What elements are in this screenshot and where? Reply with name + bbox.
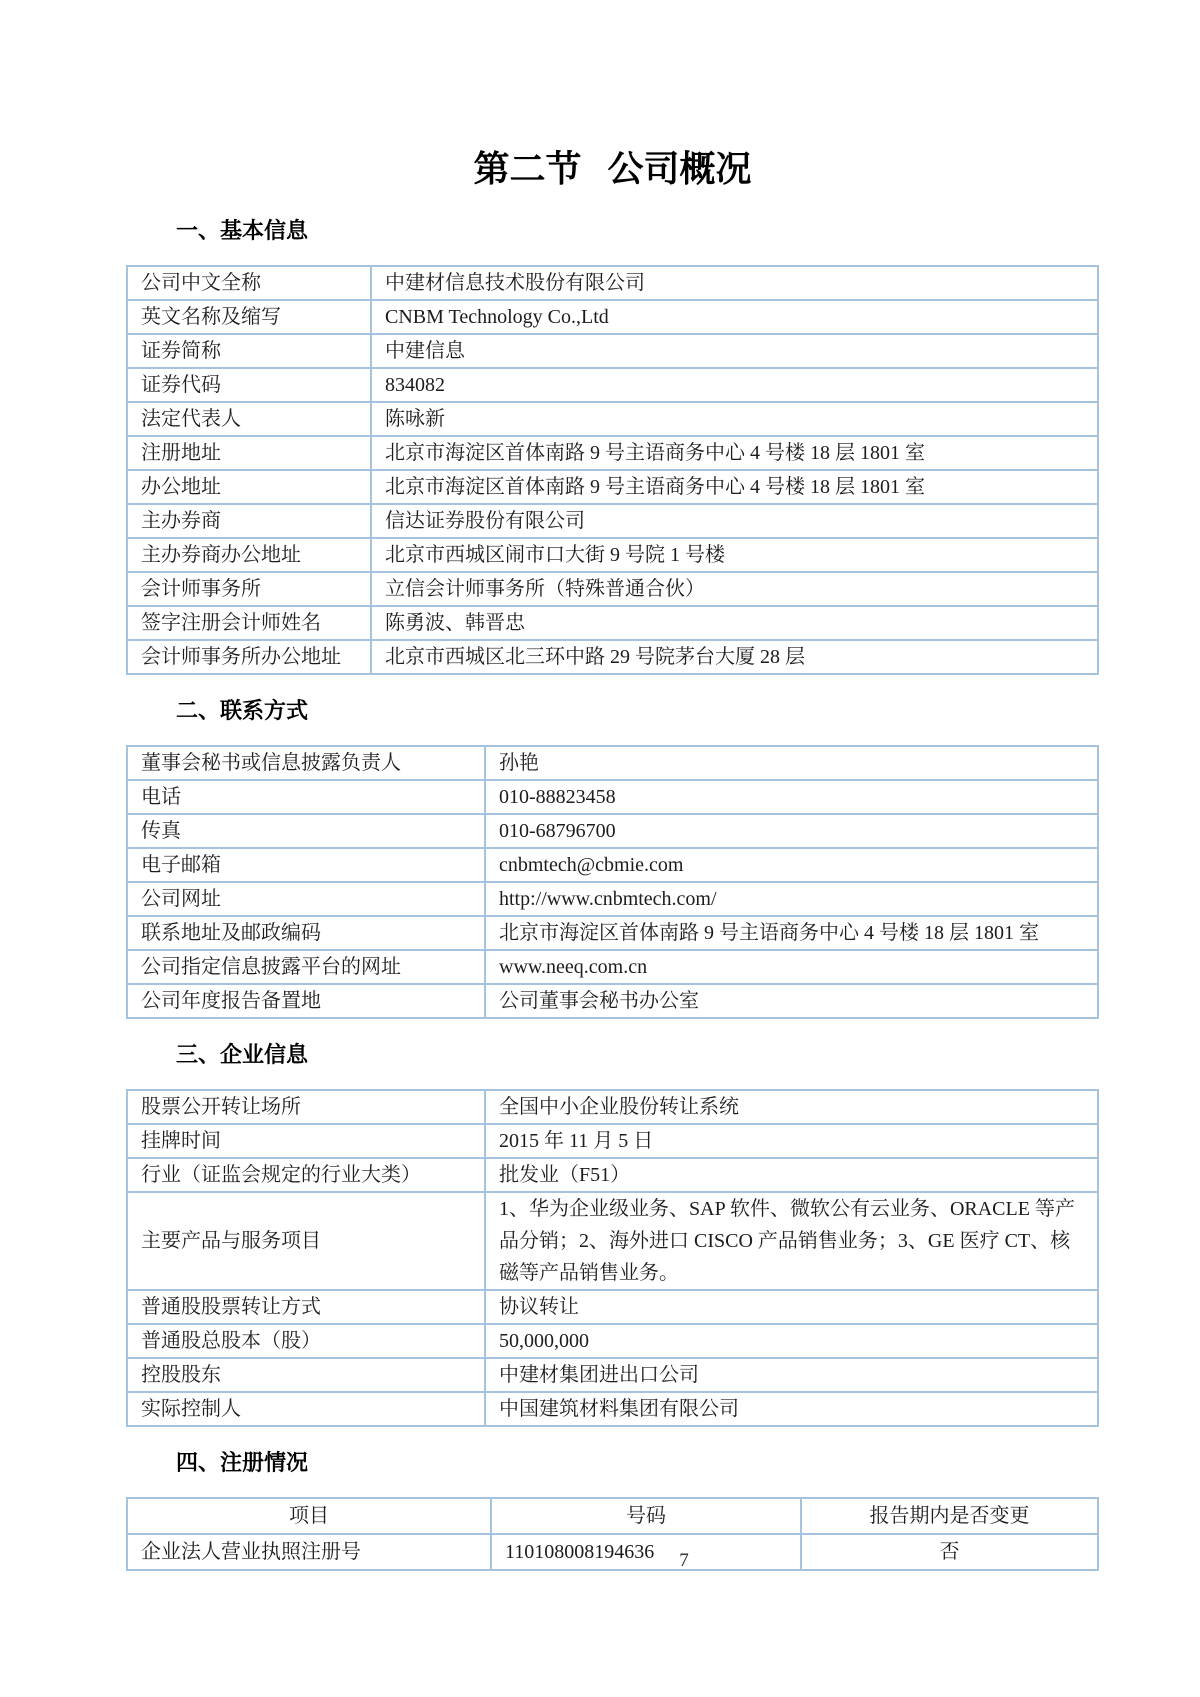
row-label-cell: 传真 (127, 814, 485, 848)
row-label-cell: 实际控制人 (127, 1392, 485, 1426)
table-row (127, 814, 1098, 848)
row-label-cell: 联系地址及邮政编码 (127, 916, 485, 950)
table-row (127, 1534, 1098, 1570)
table-row (127, 368, 1098, 402)
contact-info-table (126, 745, 1099, 1019)
row-number-cell: 110108008194636 (491, 1534, 801, 1570)
row-value-cell: cnbmtech@cbmie.com (485, 848, 1098, 882)
row-value-cell: 批发业（F51） (485, 1158, 1098, 1192)
row-value-cell: 中建材集团进出口公司 (485, 1358, 1098, 1392)
table-row (127, 1124, 1098, 1158)
row-value-cell: 010-88823458 (485, 780, 1098, 814)
section-heading-contact-info: 二、联系方式 (176, 698, 309, 723)
row-value-cell: 公司董事会秘书办公室 (485, 984, 1098, 1018)
row-label-cell: 行业（证监会规定的行业大类） (127, 1158, 485, 1192)
row-label-cell: 普通股股票转让方式 (127, 1290, 485, 1324)
row-value-cell: 陈勇波、韩晋忠 (371, 606, 1098, 640)
basic-info-table (126, 265, 1099, 675)
table-row (127, 334, 1098, 368)
row-label-cell: 主办券商 (127, 504, 371, 538)
table-row (127, 436, 1098, 470)
row-value-cell: http://www.cnbmtech.com/ (485, 882, 1098, 916)
row-label-cell: 证券代码 (127, 368, 371, 402)
row-value-cell: 信达证券股份有限公司 (371, 504, 1098, 538)
row-value-cell: 010-68796700 (485, 814, 1098, 848)
enterprise-info-table (126, 1089, 1099, 1427)
row-label-cell: 签字注册会计师姓名 (127, 606, 371, 640)
row-label-cell: 电子邮箱 (127, 848, 485, 882)
table-row (127, 1192, 1098, 1290)
table-row (127, 640, 1098, 674)
row-label-cell: 注册地址 (127, 436, 371, 470)
row-label-cell: 公司中文全称 (127, 266, 371, 300)
table-row (127, 1392, 1098, 1426)
row-value-cell: 50,000,000 (485, 1324, 1098, 1358)
row-label-cell: 英文名称及缩写 (127, 300, 371, 334)
row-value-cell: CNBM Technology Co.,Ltd (371, 300, 1098, 334)
row-value-cell: 2015 年 11 月 5 日 (485, 1124, 1098, 1158)
row-label-cell: 股票公开转让场所 (127, 1090, 485, 1124)
table-row (127, 848, 1098, 882)
table-row (127, 1290, 1098, 1324)
table-row (127, 1324, 1098, 1358)
row-value-cell: 协议转让 (485, 1290, 1098, 1324)
row-label-cell: 法定代表人 (127, 402, 371, 436)
row-value-cell: 孙艳 (485, 746, 1098, 780)
row-value-cell: www.neeq.com.cn (485, 950, 1098, 984)
table-row (127, 1158, 1098, 1192)
row-value-cell: 北京市海淀区首体南路 9 号主语商务中心 4 号楼 18 层 1801 室 (371, 436, 1098, 470)
row-label-cell: 会计师事务所办公地址 (127, 640, 371, 674)
document-content (126, 0, 1099, 1571)
table-row (127, 984, 1098, 1018)
section-heading-registration-info: 四、注册情况 (176, 1450, 309, 1475)
row-label-cell: 公司指定信息披露平台的网址 (127, 950, 485, 984)
row-value-cell: 全国中小企业股份转让系统 (485, 1090, 1098, 1124)
column-header-changed: 报告期内是否变更 (801, 1498, 1098, 1534)
page-number: 7 (679, 1550, 689, 1571)
row-label-cell: 电话 (127, 780, 485, 814)
table-row (127, 746, 1098, 780)
row-changed-cell: 否 (801, 1534, 1098, 1570)
section-heading-basic-info: 一、基本信息 (176, 218, 309, 243)
table-row (127, 538, 1098, 572)
row-value-cell: 北京市西城区闹市口大街 9 号院 1 号楼 (371, 538, 1098, 572)
row-value-cell: 北京市西城区北三环中路 29 号院茅台大厦 28 层 (371, 640, 1098, 674)
row-value-cell: 834082 (371, 368, 1098, 402)
row-label-cell: 挂牌时间 (127, 1124, 485, 1158)
row-label-cell: 控股股东 (127, 1358, 485, 1392)
row-label-cell: 主要产品与服务项目 (127, 1192, 485, 1290)
row-label-cell: 主办券商办公地址 (127, 538, 371, 572)
row-value-cell: 北京市海淀区首体南路 9 号主语商务中心 4 号楼 18 层 1801 室 (371, 470, 1098, 504)
row-value-cell: 中建材信息技术股份有限公司 (371, 266, 1098, 300)
table-row (127, 402, 1098, 436)
row-value-cell: 陈咏新 (371, 402, 1098, 436)
registration-table (126, 1497, 1099, 1571)
section-heading-enterprise-info: 三、企业信息 (176, 1042, 309, 1067)
row-label-cell: 会计师事务所 (127, 572, 371, 606)
row-label-cell: 证券简称 (127, 334, 371, 368)
table-row (127, 882, 1098, 916)
table-row (127, 266, 1098, 300)
table-row (127, 504, 1098, 538)
table-row (127, 470, 1098, 504)
row-value-cell: 北京市海淀区首体南路 9 号主语商务中心 4 号楼 18 层 1801 室 (485, 916, 1098, 950)
row-label-cell: 公司年度报告备置地 (127, 984, 485, 1018)
table-header-row (127, 1498, 1098, 1534)
table-row (127, 916, 1098, 950)
row-label-cell: 办公地址 (127, 470, 371, 504)
table-row (127, 300, 1098, 334)
table-row (127, 1358, 1098, 1392)
table-row (127, 572, 1098, 606)
row-value-cell: 中国建筑材料集团有限公司 (485, 1392, 1098, 1426)
table-row (127, 606, 1098, 640)
row-label-cell: 普通股总股本（股） (127, 1324, 485, 1358)
page-title: 第二节 公司概况 (473, 148, 752, 189)
table-row (127, 1090, 1098, 1124)
row-value-cell: 1、华为企业级业务、SAP 软件、微软公有云业务、ORACLE 等产品分销；2、海外进口 CISCO 产品销售业务；3、GE 医疗 CT、核磁等产品销售业务。 (485, 1192, 1098, 1290)
column-header-number: 号码 (491, 1498, 801, 1534)
row-value-cell: 中建信息 (371, 334, 1098, 368)
table-row (127, 780, 1098, 814)
table-row (127, 950, 1098, 984)
row-item-cell: 企业法人营业执照注册号 (127, 1534, 491, 1570)
row-label-cell: 公司网址 (127, 882, 485, 916)
row-label-cell: 董事会秘书或信息披露负责人 (127, 746, 485, 780)
row-value-cell: 立信会计师事务所（特殊普通合伙） (371, 572, 1098, 606)
column-header-item: 项目 (127, 1498, 491, 1534)
